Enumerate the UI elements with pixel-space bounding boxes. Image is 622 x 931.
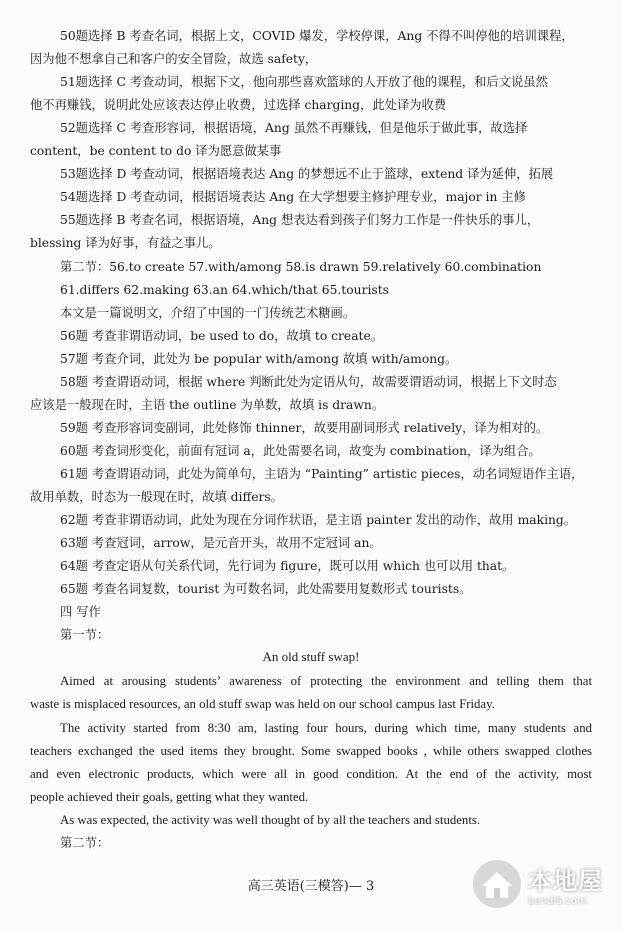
explanation-63: 63题 考查冠词，arrow，是元音开头，故用不定冠词 an。 xyxy=(60,536,382,550)
answer-50-line1: 50题选择 B 考查名词，根据上文，COVID 爆发，学校停课，Ang 不得不叫停他的培训课程， xyxy=(60,29,574,43)
explanation-64: 64题 考查定语从句关系代词，先行词为 figure，既可以用 which 也可以用 that。 xyxy=(60,559,515,573)
essay-p2-line3: and even electronic products, which were all in good condition. At the end of the activity, most xyxy=(30,767,592,781)
essay-p1-line2: waste is misplaced resources, an old stuff swap was held on our school campus last Friday. xyxy=(30,697,495,711)
explanation-56: 56题 考查非谓语动词，be used to do，故填 to create。 xyxy=(60,329,384,343)
writing-section2-label: 第二节： xyxy=(60,836,110,850)
explanation-59: 59题 考查形容词变副词，此处修饰 thinner，故要用副词形式 relatively，译为相对的。 xyxy=(60,421,549,435)
page-footer: 高三英语(三模答)— 3 xyxy=(247,879,375,894)
explanation-65: 65题 考查名词复数，tourist 为可数名词，此处需要用复数形式 tourists。 xyxy=(60,582,472,596)
explanation-61-line1: 61题 考查谓语动词，此处为简单句，主语为 “Painting” artistic pieces，动名词短语作主语， xyxy=(60,467,584,481)
answer-51-line1: 51题选择 C 考查动词，根据下文，他向那些喜欢篮球的人开放了他的课程，和后文说虽然 xyxy=(60,75,548,89)
writing-heading: 四 写作 xyxy=(60,605,101,619)
essay-p3-line1: As was expected, the activity was well thought of by all the teachers and students. xyxy=(60,813,481,827)
answer-54: 54题选择 D 考查动词，根据语境表达 Ang 在大学想要主修护理专业，major in 主修 xyxy=(60,190,526,204)
essay-p1-line1: Aimed at arousing students’ awareness of protecting the environment and telling them that xyxy=(60,674,592,688)
house-icon xyxy=(472,859,522,909)
essay-p2-line2: teachers exchanged the used items they brought. Some swapped books , while others swapped clothes xyxy=(30,744,592,758)
essay-title: An old stuff swap! xyxy=(262,649,360,664)
explanation-60: 60题 考查词形变化，前面有冠词 a，此处需要名词，故变为 combination，译为组合。 xyxy=(60,444,541,458)
section2-intro: 本文是一篇说明文，介绍了中国的一门传统艺术糖画。 xyxy=(60,306,356,320)
explanation-62: 62题 考查非谓语动词，此处为现在分词作状语，是主语 painter 发出的动作，故用 making。 xyxy=(60,513,577,527)
answer-55-line1: 55题选择 B 考查名词，根据语境，Ang 想表达看到孩子们努力工作是一件快乐的事儿， xyxy=(60,213,540,227)
explanation-58-line2: 应该是一般现在时，主语 the outline 为单数，故填 is drawn。 xyxy=(30,398,385,412)
answer-53: 53题选择 D 考查动词，根据语境表达 Ang 的梦想远不止于篮球，extend 译为延伸，拓展 xyxy=(60,167,554,181)
answer-55-line2: blessing 译为好事，有益之事儿。 xyxy=(30,236,221,250)
watermark-url: bendi5.com xyxy=(528,896,587,907)
section2-key-line2: 61.differs 62.making 63.an 64.which/that 65.tourists xyxy=(60,283,389,297)
explanation-57: 57题 考查介词，此处为 be popular with/among 故填 with/among。 xyxy=(60,352,458,366)
explanation-58-line1: 58题 考查谓语动词，根据 where 判断此处为定语从句，故需要谓语动词，根据上下文时态 xyxy=(60,375,557,389)
answer-52-line2: content，be content to do 译为愿意做某事 xyxy=(30,144,282,158)
watermark-brand: 本地屋 xyxy=(528,867,603,895)
section2-key-line1: 第二节：56.to create 57.with/among 58.is drawn 59.relatively 60.combination xyxy=(60,260,542,274)
explanation-61-line2: 故用单数，时态为一般现在时，故填 differs。 xyxy=(30,490,283,504)
answer-51-line2: 他不再赚钱，说明此处应该表达停止收费，过选择 charging，此处译为收费 xyxy=(30,98,447,112)
watermark-logo xyxy=(472,852,612,916)
essay-p2-line4: people achieved their goals, getting what they wanted. xyxy=(30,790,309,804)
essay-p2-line1: The activity started from 8:30 am, lasting four hours, during which time, many students and xyxy=(60,721,592,735)
answer-52-line1: 52题选择 C 考查形容词，根据语境，Ang 虽然不再赚钱，但是他乐于做此事，故选择 xyxy=(60,121,528,135)
writing-section1-label: 第一节： xyxy=(60,628,110,642)
answer-50-line2: 因为他不想拿自己和客户的安全冒险，故选 safety， xyxy=(30,52,318,66)
